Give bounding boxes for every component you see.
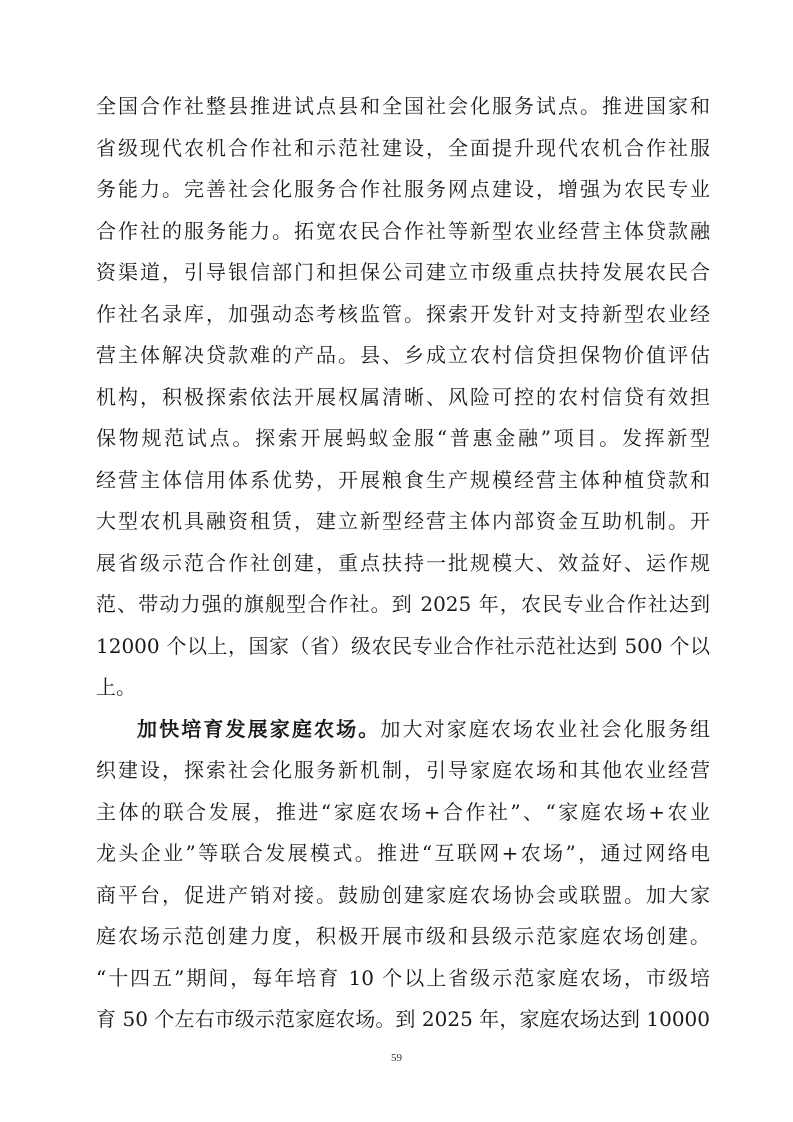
text-line: 经营主体信用体系优势，开展粮食生产规模经营主体种植贷款和 [96, 467, 710, 492]
text-line: “十四五”期间，每年培育 10 个以上省级示范家庭农场，市级培 [96, 965, 710, 990]
text-line: 庭农场示范创建力度，积极开展市级和县级示范家庭农场创建。 [96, 924, 710, 948]
text-line: 机构，积极探索依法开展权属清晰、风险可控的农村信贷有效担 [96, 384, 710, 409]
text-line: 龙头企业”等联合发展模式。推进“互联网+农场”，通过网络电 [96, 841, 710, 865]
text-line: 商平台，促进产销对接。鼓励创建家庭农场协会或联盟。加大家 [96, 882, 710, 907]
text-line: 12000 个以上，国家（省）级农民专业合作社示范社达到 500 个以 [96, 633, 710, 658]
paragraph-family-farms [96, 709, 710, 1041]
text-line: 省级现代农机合作社和示范社建设，全面提升现代农机合作社服 [96, 135, 710, 160]
text-line: 织建设，探索社会化服务新机制，引导家庭农场和其他农业经营 [96, 758, 710, 782]
text-line [96, 709, 710, 751]
text-line: 展省级示范合作社创建，重点扶持一批规模大、效益好、运作规 [96, 550, 710, 575]
text-run: 加大对家庭农场农业社会化服务组 [380, 716, 711, 741]
text-line: 全国合作社整县推进试点县和全国社会化服务试点。推进国家和 [96, 94, 710, 118]
text-line: 资渠道，引导银信部门和担保公司建立市级重点扶持发展农民合 [96, 260, 710, 284]
section-title: 加快培育发展家庭农场。 [137, 716, 381, 741]
text-line: 作社名录库，加强动态考核监管。探索开发针对支持新型农业经 [96, 301, 710, 326]
page-number: 59 [391, 1052, 402, 1064]
paragraph-cooperatives [96, 86, 710, 709]
text-line: 保物规范试点。探索开展蚂蚁金服“普惠金融”项目。发挥新型 [96, 426, 710, 450]
document-body [96, 86, 710, 1041]
text-line: 营主体解决贷款难的产品。县、乡成立农村信贷担保物价值评估 [96, 343, 710, 367]
text-line: 上。 [96, 675, 136, 699]
text-line: 务能力。完善社会化服务合作社服务网点建设，增强为农民专业 [96, 177, 710, 201]
text-line: 合作社的服务能力。拓宽农民合作社等新型农业经营主体贷款融 [96, 218, 710, 243]
text-line: 大型农机具融资租赁，建立新型经营主体内部资金互助机制。开 [96, 509, 710, 533]
text-line: 育 50 个左右市级示范家庭农场。到 2025 年，家庭农场达到 10000 [96, 1007, 710, 1031]
text-line: 主体的联合发展，推进“家庭农场+合作社”、“家庭农场+农业 [96, 799, 710, 824]
text-line: 范、带动力强的旗舰型合作社。到 2025 年，农民专业合作社达到 [96, 592, 710, 616]
